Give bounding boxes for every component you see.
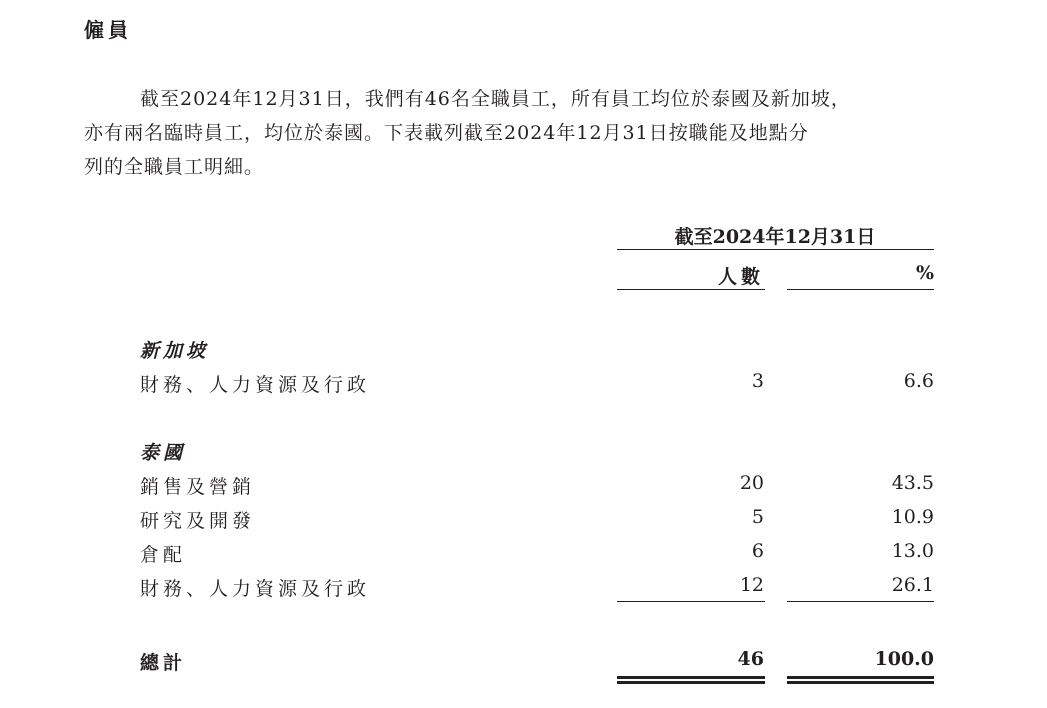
- row-percent: 43.5: [891, 472, 934, 494]
- subtotal-rule-percent: [787, 601, 934, 602]
- total-percent: 100.0: [874, 648, 934, 670]
- row-label: 研究及開發: [140, 510, 256, 532]
- count-column-header: 人數: [717, 266, 764, 288]
- count-header-rule: [617, 289, 765, 290]
- total-label: 總計: [140, 652, 187, 674]
- percent-column-header: %: [915, 262, 934, 284]
- paragraph-line-2: 亦有兩名臨時員工，均位於泰國。下表載列截至2024年12月31日按職能及地點分: [84, 122, 809, 144]
- subtotal-rule-count: [617, 601, 765, 602]
- row-count: 3: [751, 370, 764, 392]
- paragraph-line-3: 列的全職員工明細。: [84, 156, 265, 178]
- row-percent: 13.0: [891, 540, 934, 562]
- total-count: 46: [737, 648, 764, 670]
- row-label: 財務、人力資源及行政: [140, 578, 371, 600]
- intro-paragraph: [84, 82, 944, 184]
- percent-header-rule: [787, 289, 934, 290]
- row-label: 銷售及營銷: [140, 476, 256, 498]
- row-count: 20: [739, 472, 764, 494]
- header-rule: [617, 249, 934, 250]
- row-count: 5: [751, 506, 764, 528]
- row-percent: 10.9: [891, 506, 934, 528]
- paragraph-line-1: 截至2024年12月31日，我們有46名全職員工，所有員工均位於泰國及新加坡，: [140, 88, 851, 110]
- row-count: 6: [751, 540, 764, 562]
- section-title-thailand: 泰國: [140, 442, 187, 464]
- section-heading: 僱員: [84, 18, 132, 42]
- row-percent: 6.6: [903, 370, 934, 392]
- total-double-rule-count: [617, 676, 765, 684]
- date-column-header: 截至2024年12月31日: [674, 226, 876, 248]
- row-label: 財務、人力資源及行政: [140, 374, 371, 396]
- section-title-singapore: 新加坡: [140, 340, 210, 362]
- row-count: 12: [739, 574, 764, 596]
- row-percent: 26.1: [891, 574, 934, 596]
- total-double-rule-percent: [787, 676, 934, 684]
- row-label: 倉配: [140, 544, 187, 566]
